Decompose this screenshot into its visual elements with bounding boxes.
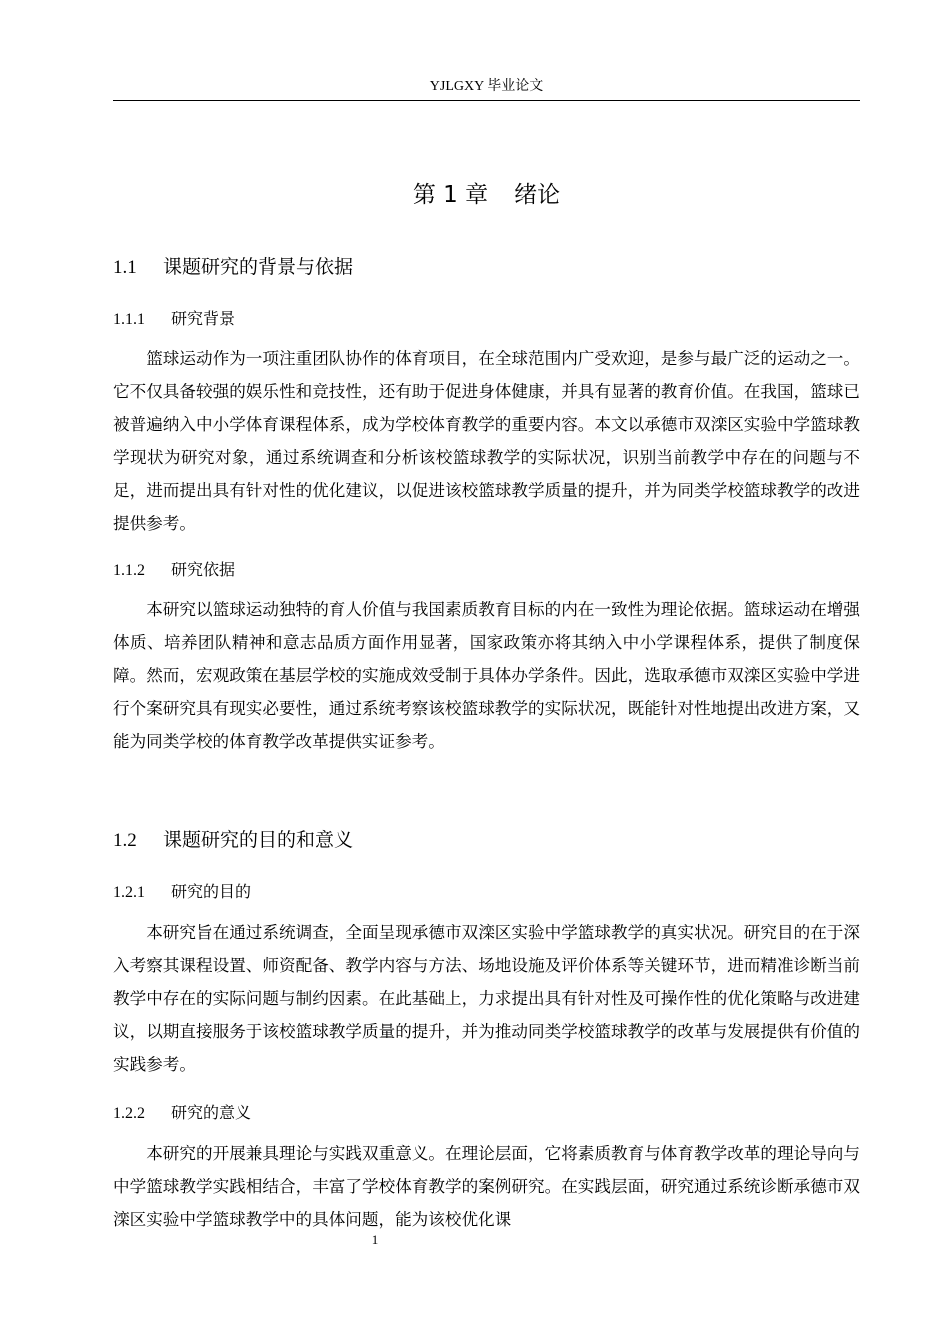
running-header: YJLGXY 毕业论文 [429,79,544,94]
page-number: 1 [371,1232,379,1247]
subsection-heading-1-1-1 [113,308,235,331]
subsection-heading-1-2-1 [113,881,251,904]
section-heading-1-2 [113,827,353,854]
chapter-name: 绪论 [514,182,561,208]
section-number: 1.1 [113,257,137,278]
paragraph-research-basis: 本研究以篮球运动独特的育人价值与我国素质教育目标的内在一致性为理论依据。篮球运动在增强体质、培养团队精神和意志品质方面作用显著，国家政策亦将其纳入中小学课程体系，提供了制度保障。然而，宏观政策在基层学校的实施成效受制于具体办学条件。因此，选取承德市双滦区实验中学进行个案研究具有现实必要性，通过系统考察该校篮球教学的实际状况，既能针对性地提出改进方案，又能为同类学校的体育教学改革提供实证参考。 [113,600,860,751]
chapter-title [113,180,860,210]
chapter-number: 第 1 章 [412,182,489,208]
subsection-title: 研究的目的 [171,882,252,901]
section-number: 1.2 [113,830,137,851]
section-title: 课题研究的背景与依据 [163,256,354,278]
subsection-number: 1.2.1 [113,884,145,901]
paragraph-research-purpose: 本研究旨在通过系统调查，全面呈现承德市双滦区实验中学篮球教学的真实状况。研究目的在于深入考察其课程设置、师资配备、教学内容与方法、场地设施及评价体系等关键环节，进而精准诊断当前教学中存在的实际问题与制约因素。在此基础上，力求提出具有针对性及可操作性的优化策略与改进建议，以期直接服务于该校篮球教学质量的提升，并为推动同类学校篮球教学的改革与发展提供有价值的实践参考。 [113,923,860,1074]
subsection-heading-1-1-2 [113,559,235,582]
subsection-heading-1-2-2 [113,1102,251,1125]
subsection-number: 1.2.2 [113,1105,145,1122]
paragraph-research-significance: 本研究的开展兼具理论与实践双重意义。在理论层面，它将素质教育与体育教学改革的理论导向与中学篮球教学实践相结合，丰富了学校体育教学的案例研究。在实践层面，研究通过系统诊断承德市双滦区实验中学篮球教学中的具体问题，能为该校优化课 [113,1144,860,1229]
subsection-title: 研究的意义 [171,1103,252,1122]
section-heading-1-1 [113,254,353,281]
section-title: 课题研究的目的和意义 [163,829,354,851]
header-rule [113,100,860,101]
subsection-title: 研究依据 [171,560,236,579]
subsection-title: 研究背景 [171,309,236,328]
subsection-number: 1.1.2 [113,562,145,579]
paragraph-research-background: 篮球运动作为一项注重团队协作的体育项目，在全球范围内广受欢迎，是参与最广泛的运动之一。它不仅具备较强的娱乐性和竞技性，还有助于促进身体健康，并具有显著的教育价值。在我国，篮球已被普遍纳入中小学体育课程体系，成为学校体育教学的重要内容。本文以承德市双滦区实验中学篮球教学现状为研究对象，通过系统调查和分析该校篮球教学的实际状况，识别当前教学中存在的问题与不足，进而提出具有针对性的优化建议，以促进该校篮球教学质量的提升，并为同类学校篮球教学的改进提供参考。 [113,349,860,533]
subsection-number: 1.1.1 [113,311,145,328]
